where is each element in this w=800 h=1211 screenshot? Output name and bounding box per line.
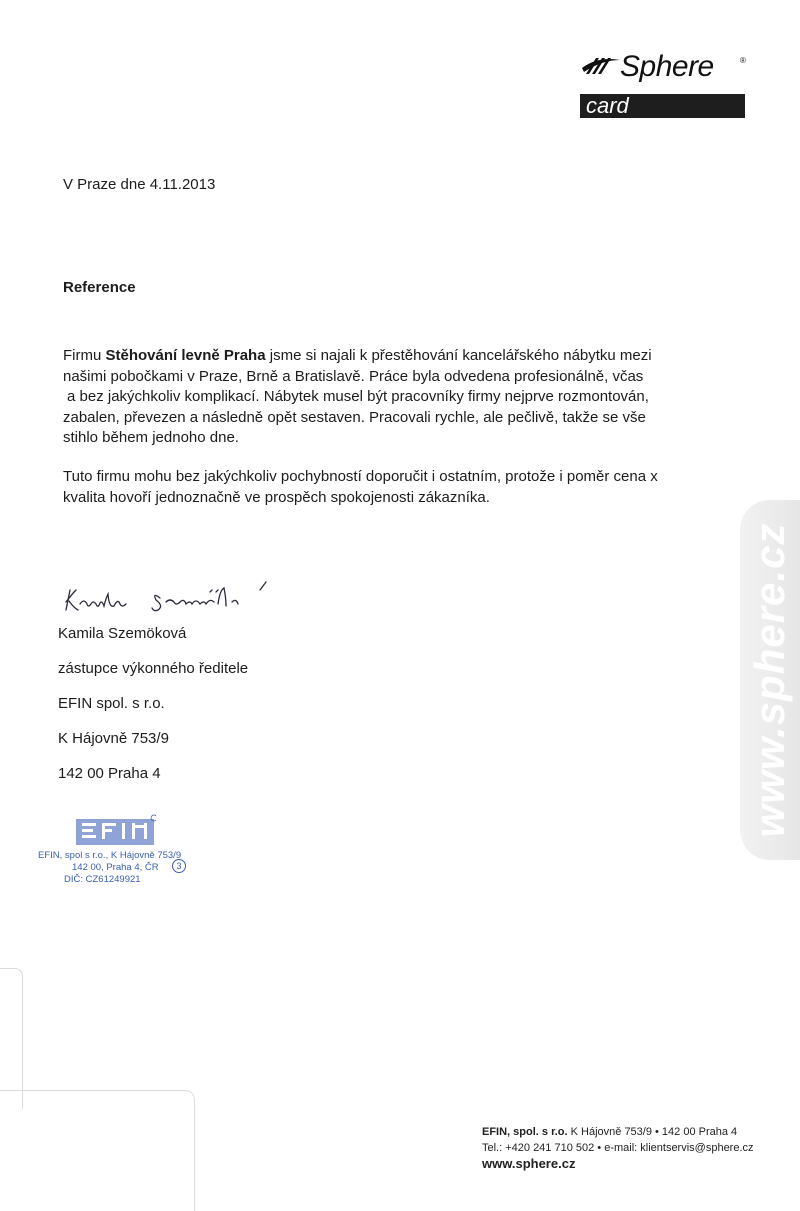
signatory-company: EFIN spol. s r.o. — [58, 695, 165, 712]
stamp-line-3: DIČ: CZ61249921 — [64, 874, 141, 885]
stamp-line-1: EFIN, spol s r.o., K Hájovně 753/9 — [38, 850, 182, 861]
footer-web: www.sphere.cz — [482, 1156, 576, 1171]
footer-address-line — [482, 1124, 792, 1140]
letter-title: Reference — [63, 279, 136, 296]
scan-edge-bottom — [0, 1090, 195, 1211]
sphere-swoosh-icon — [580, 54, 622, 78]
footer-company: EFIN, spol. s r.o. — [482, 1126, 568, 1138]
logo-wordmark: Sphere — [620, 50, 714, 83]
paragraph-1-line-4: zabalen, převezen a následně opět sestaven. Pracovali rychle, ale pečlivě, takže se vše — [63, 408, 646, 426]
logo-registered-mark: ® — [740, 56, 746, 65]
paragraph-2 — [63, 466, 703, 508]
company-name-bold: Stěhování levně Praha — [105, 347, 266, 364]
handwritten-signature — [60, 568, 280, 618]
logo-card-text: card — [586, 93, 629, 118]
text-segment: Firmu — [63, 347, 106, 364]
paragraph-1-line-3: a bez jakýchkoliv komplikací. Nábytek musel být pracovníky firmy nejprve rozmontován, — [67, 388, 649, 405]
paragraph-1-line-1 — [63, 346, 703, 367]
watermark-text: www.sphere.cz — [746, 522, 793, 838]
letter-footer — [482, 1124, 792, 1172]
signatory-city: 142 00 Praha 4 — [58, 765, 161, 782]
signatory-role: zástupce výkonného ředitele — [58, 660, 249, 677]
signatory-street: K Hájovně 753/9 — [58, 730, 169, 747]
text-segment: jsme si najali k přestěhování kancelářského nábytku mezi — [265, 347, 652, 364]
logo-card-bar — [580, 94, 745, 118]
stamp-number: 3 — [172, 859, 186, 873]
letter-date: V Praze dne 4.11.2013 — [63, 176, 216, 193]
paragraph-1-line-2: našimi pobočkami v Praze, Brně a Bratislavě. Práce byla odvedena profesionálně, včas — [63, 367, 644, 385]
paragraph-1 — [63, 346, 703, 449]
sphere-card-logo — [580, 50, 746, 120]
stamp-line-2: 142 00, Praha 4, ČR — [72, 862, 159, 873]
footer-address: K Hájovně 753/9 • 142 00 Praha 4 — [567, 1126, 738, 1138]
efin-stamp-logo-icon — [76, 813, 156, 847]
paragraph-2-line-2: kvalita hovoří jednoznačně ve prospěch spokojenosti zákazníka. — [63, 489, 490, 506]
paragraph-1-line-5: stihlo během jednoho dne. — [63, 429, 239, 446]
sphere-watermark — [740, 500, 800, 860]
footer-contact: Tel.: +420 241 710 502 • e-mail: klientservis@sphere.cz — [482, 1142, 754, 1154]
scan-edge-left — [0, 968, 23, 1109]
paragraph-2-line-1: Tuto firmu mohu bez jakýchkoliv pochybností doporučit i ostatním, protože i poměr cena x — [63, 468, 658, 485]
signatory-name: Kamila Szemöková — [58, 625, 187, 642]
company-stamp — [38, 813, 198, 893]
